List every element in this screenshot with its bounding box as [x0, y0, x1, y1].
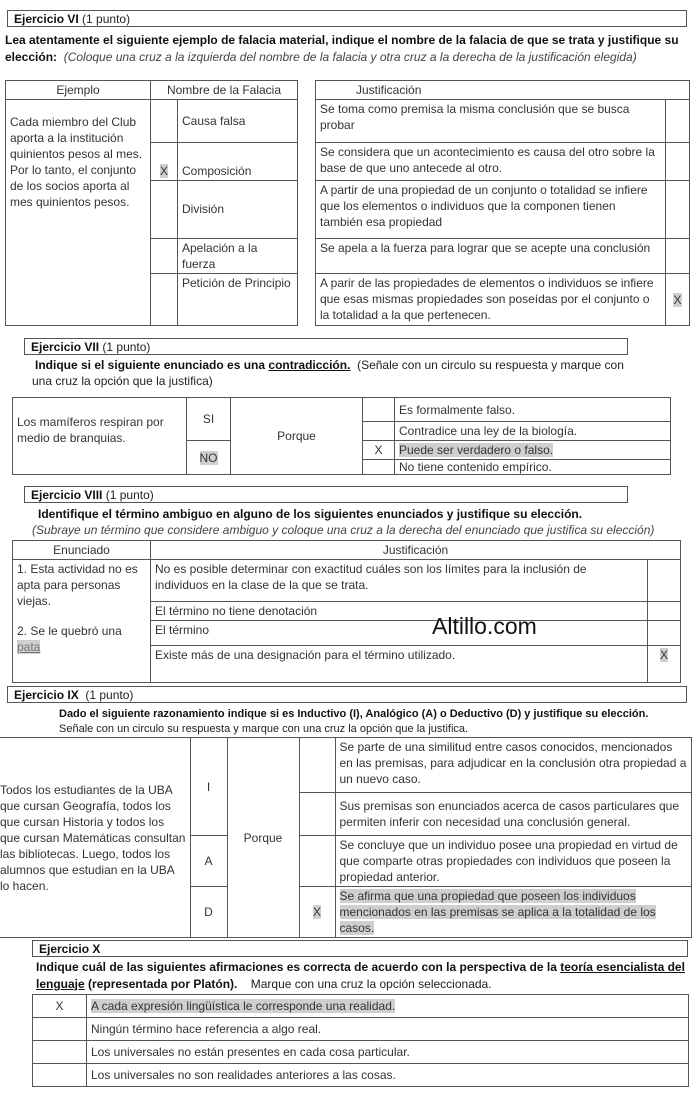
- statement-2-text: 2. Se le quebró una: [17, 624, 122, 638]
- ambiguous-term[interactable]: pata: [17, 640, 41, 654]
- ej10-instr-underline2: lenguaje: [36, 977, 85, 991]
- option-mark[interactable]: X: [363, 441, 395, 460]
- ej8-instr-bold: Identifique el término ambiguo en alguno de los siguientes enunciados y justifique su elección.: [38, 507, 583, 521]
- ej8-title: [24, 486, 628, 503]
- gap: [298, 100, 316, 143]
- fallacy-name: Apelación a la fuerza: [178, 239, 298, 274]
- gap: [298, 143, 316, 181]
- fallacy-mark[interactable]: [151, 181, 178, 239]
- justification-mark[interactable]: [666, 181, 690, 239]
- answer-no[interactable]: NO: [199, 450, 218, 465]
- justification-mark[interactable]: [666, 143, 690, 181]
- ej9-instruction: [59, 706, 648, 722]
- ej6-instruction: [5, 32, 679, 48]
- option-mark[interactable]: [299, 836, 335, 887]
- ej10-instr-bold: Indique cuál de las siguientes afirmaciones es correcta de acuerdo con la perspectiva de la: [36, 960, 561, 974]
- option-text: Contradice una ley de la biología.: [395, 422, 671, 441]
- ej7-title: [24, 338, 628, 355]
- fallacy-mark[interactable]: [151, 274, 178, 326]
- ej6-instr-italic: (Coloque una cruz a la izquierda del nombre de la falacia y otra cruz a la derecha de la justificación elegida): [63, 50, 637, 64]
- ej8-instruction-italic: (Subraye un término que considere ambiguo y coloque una cruz a la derecha del enunciado que justifica su elección): [32, 523, 655, 537]
- option-mark[interactable]: [33, 1041, 87, 1064]
- gap: [298, 81, 316, 100]
- option-mark[interactable]: X: [312, 905, 321, 919]
- ej10-instr-underline: teoría esencialista del: [560, 960, 685, 974]
- option-mark[interactable]: [363, 398, 395, 422]
- ej6-title-text: Ejercicio VI: [14, 12, 79, 26]
- ej9-title-text: Ejercicio IX: [14, 688, 79, 702]
- ej7-instr-bold: Indique si el siguiente enunciado es una: [35, 358, 269, 372]
- because-label: Porque: [231, 398, 363, 475]
- option-mark[interactable]: [299, 738, 335, 793]
- ej6-table: [5, 80, 690, 326]
- ej8-title-text: Ejercicio VIII: [31, 488, 103, 502]
- option-text: Se afirma que una propiedad que poseen los individuos mencionados en las premisas se aplica a la totalidad de los casos.: [339, 889, 656, 935]
- ej6-instr-bold: Lea atentamente el siguiente ejemplo de falacia material, indique el nombre de la falacia de que se trata y justifique su: [5, 33, 679, 47]
- ej6-points: (1 punto): [82, 12, 131, 26]
- answer-si[interactable]: SI: [187, 398, 231, 441]
- ej7-points: (1 punto): [102, 340, 151, 354]
- justification-text: Se toma como premisa la misma conclusión que se busca probar: [316, 100, 666, 143]
- fallacy-mark[interactable]: X: [159, 164, 168, 178]
- gap: [298, 181, 316, 239]
- ej8-table: [12, 540, 681, 683]
- option-text: Ningún término hace referencia a algo real.: [87, 1018, 689, 1041]
- statement-2: [17, 623, 146, 655]
- ej10-instr-bold2: (representada por Platón).: [84, 977, 238, 991]
- fallacy-name: Causa falsa: [178, 100, 298, 143]
- justification-text: A parir de las propiedades de elementos o individuos se infiere que esas mismas propiedades son poseídas por el conjunto o la totalidad a la que pertenecen.: [316, 274, 666, 326]
- option-mark[interactable]: [648, 621, 681, 646]
- option-mark[interactable]: [648, 602, 681, 621]
- option-text: El término: [151, 621, 648, 646]
- justification-text: Se apela a la fuerza para lograr que se acepte una conclusión: [316, 239, 666, 274]
- option-mark[interactable]: [299, 793, 335, 836]
- fallacy-name: Composición: [178, 143, 298, 181]
- fallacy-mark[interactable]: [151, 100, 178, 143]
- fallacy-name: Petición de Principio: [178, 274, 298, 326]
- ej7-title-text: Ejercicio VII: [31, 340, 100, 354]
- option-text: No es posible determinar con exactitud cuáles son los límites para la inclusión de individuos en la clase de la que se trata.: [151, 560, 648, 602]
- ej8-points: (1 punto): [105, 488, 154, 502]
- option-mark[interactable]: [363, 422, 395, 441]
- option-mark[interactable]: X: [659, 648, 668, 662]
- option-mark[interactable]: [648, 560, 681, 602]
- ej7-statement: Los mamíferos respiran por medio de branquias.: [13, 398, 187, 475]
- option-mark[interactable]: [33, 1018, 87, 1041]
- example-text: Cada miembro del Club aporta a la institución quinientos pesos al mes. Por lo tanto, el conjunto de los socios aporta al mes quinientos pesos.: [6, 100, 151, 326]
- justification-text: A partir de una propiedad de un conjunto o totalidad se infiere que los elementos o individuos que la componen tienen también esa propiedad: [316, 181, 666, 239]
- ej9-title: [7, 686, 687, 703]
- option-mark[interactable]: [33, 1064, 87, 1087]
- ej7-instr-rest: (Señale con un circulo su respuesta y marque con: [357, 358, 624, 372]
- ej9-instr-bold: Dado el siguiente razonamiento indique si es Inductivo (I), Analógico (A) o Deductivo (D) y justifique su elección.: [59, 708, 649, 720]
- justification-text: Se considera que un acontecimiento es causa del otro sobre la base de que uno antecede al otro.: [316, 143, 666, 181]
- choice-i[interactable]: I: [190, 738, 227, 836]
- gap: [298, 274, 316, 326]
- statement-1: 1. Esta actividad no es apta para personas viejas.: [17, 562, 138, 608]
- option-text: Existe más de una designación para el término utilizado.: [151, 646, 648, 683]
- justification-mark[interactable]: [666, 100, 690, 143]
- option-text: Los universales no son realidades anteriores a las cosas.: [87, 1064, 689, 1087]
- option-text: Los universales no están presentes en cada cosa particular.: [87, 1041, 689, 1064]
- ej10-instruction: [36, 959, 685, 975]
- option-text: No tiene contenido empírico.: [395, 460, 671, 475]
- ej6-instr-bold2: elección:: [5, 50, 58, 64]
- ej10-instr-rest: Marque con una cruz la opción seleccionada.: [250, 977, 492, 991]
- option-text: Es formalmente falso.: [395, 398, 671, 422]
- header-ejemplo: Ejemplo: [6, 81, 151, 100]
- watermark: Altillo.com: [432, 613, 537, 639]
- ej7-instruction-2: una cruz la opción que la justifica): [32, 374, 213, 388]
- header-enunciado: Enunciado: [13, 541, 151, 560]
- ej9-points: (1 punto): [85, 688, 134, 702]
- option-mark[interactable]: [363, 460, 395, 475]
- fallacy-mark[interactable]: [151, 239, 178, 274]
- header-justificacion: Justificación: [151, 541, 681, 560]
- choice-d[interactable]: D: [190, 887, 227, 938]
- justification-mark[interactable]: [666, 239, 690, 274]
- ej9-instruction-2: Señale con un circulo su respuesta y marque con una cruz la opción que la justifica.: [59, 723, 469, 735]
- justification-mark[interactable]: X: [673, 292, 682, 307]
- statements-cell: [13, 560, 151, 683]
- header-nombre: Nombre de la Falacia: [151, 81, 298, 100]
- ej7-instruction: [35, 357, 624, 373]
- ej10-title: [32, 940, 688, 957]
- ej10-table: [32, 994, 689, 1087]
- option-text: Se concluye que un individuo posee una propiedad en virtud de que comparte otras propiedades con individuos que poseen la propiedad anterior.: [335, 836, 691, 887]
- because-label: Porque: [227, 738, 299, 938]
- ej9-table: [0, 737, 692, 938]
- ej6-title: [7, 10, 687, 27]
- ej10-title-text: Ejercicio X: [39, 942, 101, 956]
- ej8-instruction: [38, 506, 582, 522]
- ej7-instr-underline: contradicción.: [268, 358, 351, 372]
- fallacy-name: División: [178, 181, 298, 239]
- ej7-table: [12, 397, 671, 475]
- option-text: Puede ser verdadero o falso.: [399, 443, 554, 457]
- ej10-instruction-2: [36, 976, 492, 992]
- option-text: Se parte de una similitud entre casos conocidos, mencionados en las premisas, para adjudicar en la conclusión otra propiedad a un nuevo caso.: [335, 738, 691, 793]
- option-text: Sus premisas son enunciados acerca de casos particulares que permiten inferir con necesidad una conclusión general.: [335, 793, 691, 836]
- choice-a[interactable]: A: [190, 836, 227, 887]
- ej6-instruction-2: [5, 49, 637, 65]
- option-text: El término no tiene denotación: [151, 602, 648, 621]
- ej9-argument: Todos los estudiantes de la UBA que cursan Geografía, todos los que cursan Historia y todos los que cursan Matemáticas consultan las bibliotecas. Luego, todos los alumnos que estudian en la UBA lo hacen.: [0, 738, 190, 938]
- header-justificacion: Justificación: [316, 81, 690, 100]
- gap: [298, 239, 316, 274]
- option-mark[interactable]: X: [33, 995, 87, 1018]
- option-text: A cada expresión lingüística le corresponde una realidad.: [91, 999, 396, 1013]
